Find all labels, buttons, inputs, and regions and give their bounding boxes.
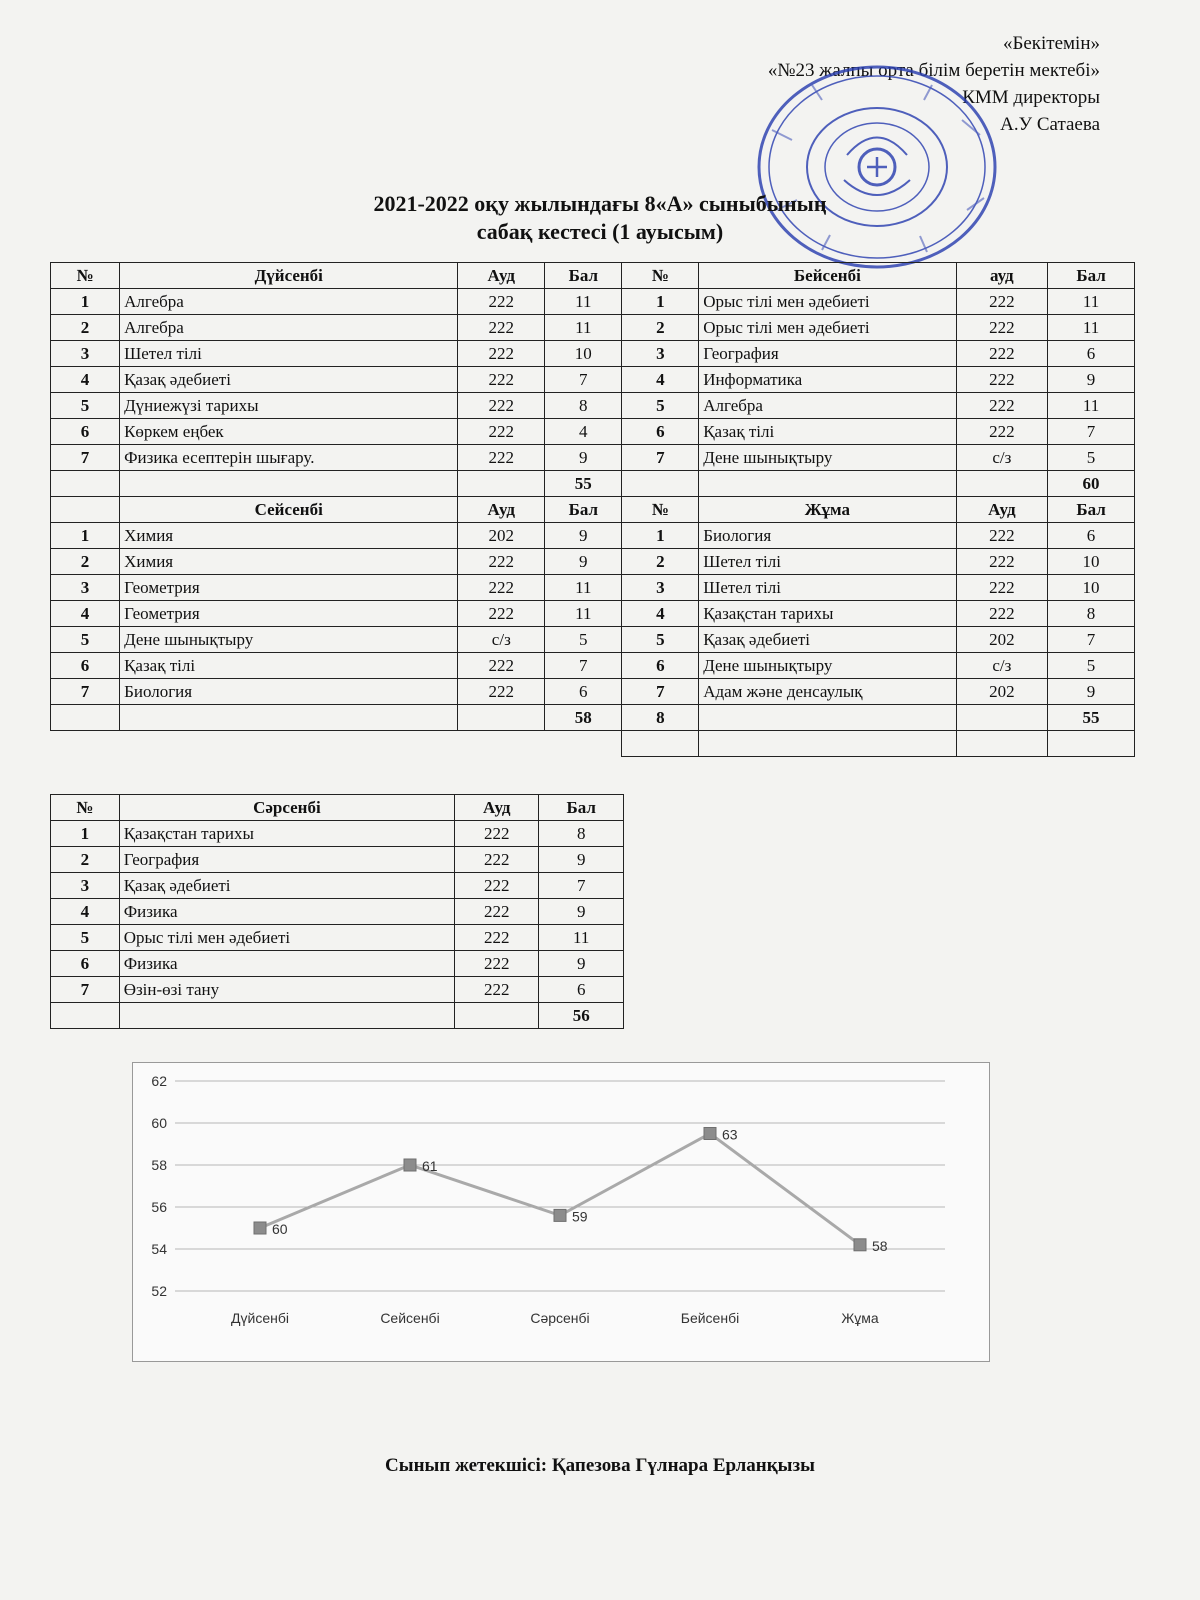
header-aud: Ауд	[956, 497, 1048, 523]
aud-cell: 222	[458, 575, 545, 601]
subject-cell: Дене шынықтыру	[120, 627, 458, 653]
row-number: 6	[51, 419, 120, 445]
bal-cell: 6	[539, 977, 624, 1003]
bal-cell: 6	[545, 679, 622, 705]
row-number: 2	[51, 549, 120, 575]
subject-cell: Алгебра	[120, 315, 458, 341]
x-tick-label: Сәрсенбі	[530, 1310, 590, 1326]
aud-cell: 222	[458, 315, 545, 341]
row-number: 3	[51, 341, 120, 367]
table-row	[51, 601, 1135, 627]
row-number: 4	[622, 367, 699, 393]
monday-total: 55	[545, 471, 622, 497]
aud-cell: с/з	[956, 653, 1048, 679]
table-row	[51, 925, 624, 951]
title-line-1: 2021-2022 оқу жылындағы 8«А» сыныбының	[373, 191, 827, 216]
table-row	[51, 679, 1135, 705]
subject-cell: Физика есептерін шығару.	[120, 445, 458, 471]
aud-cell: 202	[956, 627, 1048, 653]
bal-cell: 5	[1048, 653, 1135, 679]
table-row	[51, 393, 1135, 419]
row-number: 6	[622, 653, 699, 679]
bal-cell: 9	[545, 549, 622, 575]
title-line-2: сабақ кестесі (1 ауысым)	[476, 219, 724, 244]
row-number: 7	[622, 445, 699, 471]
aud-cell: 222	[458, 393, 545, 419]
header-bal: Бал	[545, 263, 622, 289]
bal-cell: 11	[539, 925, 624, 951]
subject-cell: Физика	[119, 899, 454, 925]
data-point	[554, 1209, 566, 1221]
subject-cell: Геометрия	[120, 575, 458, 601]
subject-cell: Шетел тілі	[699, 549, 956, 575]
subject-cell: Физика	[119, 951, 454, 977]
header-no: №	[622, 263, 699, 289]
table-row	[51, 289, 1135, 315]
header-aud: Ауд	[455, 795, 539, 821]
subject-cell: Қазақстан тарихы	[699, 601, 956, 627]
bal-cell: 8	[545, 393, 622, 419]
row-number: 1	[51, 523, 120, 549]
table-row	[51, 627, 1135, 653]
table-row	[51, 315, 1135, 341]
header-no: №	[622, 497, 699, 523]
data-label: 63	[722, 1126, 738, 1143]
table-header-row	[51, 497, 1135, 523]
data-point	[704, 1128, 716, 1140]
aud-cell: 222	[455, 925, 539, 951]
subject-cell: Адам және денсаулық	[699, 679, 956, 705]
row-number: 5	[51, 925, 120, 951]
bal-cell: 10	[545, 341, 622, 367]
aud-cell: 222	[455, 951, 539, 977]
aud-cell: 222	[956, 393, 1048, 419]
row-number: 3	[622, 575, 699, 601]
header-thursday: Бейсенбі	[699, 263, 956, 289]
header-aud: Ауд	[458, 263, 545, 289]
table-row	[51, 367, 1135, 393]
row-number: 5	[622, 393, 699, 419]
row-number: 4	[622, 601, 699, 627]
aud-cell: 222	[458, 653, 545, 679]
subject-cell: Химия	[120, 549, 458, 575]
bal-cell: 7	[1048, 419, 1135, 445]
subject-cell: Қазақ тілі	[120, 653, 458, 679]
data-label: 60	[272, 1221, 288, 1237]
bal-cell: 9	[539, 951, 624, 977]
bal-cell: 10	[1048, 549, 1135, 575]
bal-cell: 6	[1048, 523, 1135, 549]
row-number: 7	[622, 679, 699, 705]
header-tuesday: Сейсенбі	[120, 497, 458, 523]
header-aud: Ауд	[458, 497, 545, 523]
row-number: 6	[51, 653, 120, 679]
aud-cell: 202	[458, 523, 545, 549]
x-tick-label: Бейсенбі	[680, 1310, 740, 1326]
row-number: 5	[51, 393, 120, 419]
table-header-row	[51, 263, 1135, 289]
table-row	[51, 847, 624, 873]
header-friday: Жұма	[699, 497, 956, 523]
table-row	[51, 977, 624, 1003]
empty-row	[51, 731, 1135, 757]
row-number: 7	[51, 679, 120, 705]
line-chart	[132, 1062, 990, 1362]
series-line	[260, 1134, 860, 1245]
subject-cell: Орыс тілі мен әдебиеті	[699, 289, 956, 315]
aud-cell: 222	[455, 977, 539, 1003]
subject-cell: Химия	[120, 523, 458, 549]
subject-cell: Шетел тілі	[699, 575, 956, 601]
bal-cell: 9	[545, 445, 622, 471]
row-number: 3	[622, 341, 699, 367]
x-tick-label: Дүйсенбі	[231, 1310, 289, 1326]
aud-cell: 222	[458, 445, 545, 471]
table-row	[51, 523, 1135, 549]
subject-cell: Қазақстан тарихы	[119, 821, 454, 847]
table-row	[51, 873, 624, 899]
subject-cell: Орыс тілі мен әдебиеті	[699, 315, 956, 341]
bal-cell: 11	[545, 315, 622, 341]
header-bal: Бал	[1048, 263, 1135, 289]
row-number: 1	[51, 821, 120, 847]
class-teacher-signature: Сынып жетекшісі: Қапезова Гүлнара Ерланқызы	[385, 1455, 815, 1476]
data-point	[854, 1239, 866, 1251]
row-number: 1	[51, 289, 120, 315]
table-row	[51, 445, 1135, 471]
bal-cell: 10	[1048, 575, 1135, 601]
y-tick-label: 52	[151, 1283, 167, 1299]
bal-cell: 5	[545, 627, 622, 653]
bal-cell: 11	[545, 601, 622, 627]
bal-cell: 9	[1048, 679, 1135, 705]
subject-cell: Қазақ әдебиеті	[119, 873, 454, 899]
subject-cell: Қазақ тілі	[699, 419, 956, 445]
header-aud: ауд	[956, 263, 1048, 289]
aud-cell: 222	[956, 367, 1048, 393]
tuesday-total: 58	[545, 705, 622, 731]
bal-cell: 8	[539, 821, 624, 847]
aud-cell: 222	[956, 549, 1048, 575]
approval-line-2: «№23 жалпы орта білім беретін мектебі»	[767, 60, 1100, 81]
header-no: №	[51, 263, 120, 289]
aud-cell: 222	[956, 289, 1048, 315]
data-point	[404, 1159, 416, 1171]
header-monday: Дүйсенбі	[120, 263, 458, 289]
chart-svg	[133, 1063, 989, 1361]
y-tick-label: 60	[151, 1115, 167, 1131]
bal-cell: 6	[1048, 341, 1135, 367]
bal-cell: 9	[539, 899, 624, 925]
bal-cell: 4	[545, 419, 622, 445]
aud-cell: 222	[455, 821, 539, 847]
header-no: №	[51, 795, 120, 821]
aud-cell: 222	[458, 601, 545, 627]
row-number: 2	[622, 549, 699, 575]
data-point	[254, 1222, 266, 1234]
aud-cell: 222	[458, 289, 545, 315]
thursday-total: 60	[1048, 471, 1135, 497]
subject-cell: Шетел тілі	[120, 341, 458, 367]
subject-cell: Дене шынықтыру	[699, 653, 956, 679]
row-number: 3	[51, 873, 120, 899]
header-bal: Бал	[539, 795, 624, 821]
row-number: 4	[51, 601, 120, 627]
schedule-table-main	[50, 262, 1135, 757]
bal-cell: 5	[1048, 445, 1135, 471]
header-bal: Бал	[1048, 497, 1135, 523]
total-row	[51, 471, 1135, 497]
aud-cell: 222	[956, 419, 1048, 445]
bal-cell: 8	[1048, 601, 1135, 627]
table-row	[51, 899, 624, 925]
x-tick-label: Сейсенбі	[380, 1310, 440, 1326]
table-row	[51, 549, 1135, 575]
subject-cell: География	[699, 341, 956, 367]
bal-cell: 11	[545, 575, 622, 601]
subject-cell: Информатика	[699, 367, 956, 393]
bal-cell: 7	[539, 873, 624, 899]
approval-line-4: А.У Сатаева	[1000, 114, 1100, 135]
bal-cell: 7	[545, 367, 622, 393]
schedule-table-wednesday	[50, 794, 624, 1029]
friday-total: 55	[1048, 705, 1135, 731]
table-row	[51, 951, 624, 977]
aud-cell: 222	[455, 873, 539, 899]
aud-cell: 222	[458, 419, 545, 445]
table-row	[51, 341, 1135, 367]
wednesday-total: 56	[539, 1003, 624, 1029]
aud-cell: 222	[956, 601, 1048, 627]
y-tick-label: 58	[151, 1157, 167, 1173]
total-row	[51, 705, 1135, 731]
aud-cell: 222	[458, 679, 545, 705]
subject-cell: Дүниежүзі тарихы	[120, 393, 458, 419]
header-bal: Бал	[545, 497, 622, 523]
subject-cell: Геометрия	[120, 601, 458, 627]
row-number: 2	[51, 315, 120, 341]
aud-cell: 222	[458, 367, 545, 393]
table-row	[51, 419, 1135, 445]
subject-cell: Биология	[120, 679, 458, 705]
aud-cell: 222	[956, 315, 1048, 341]
row-number: 1	[622, 289, 699, 315]
table-row	[51, 575, 1135, 601]
row-number: 4	[51, 367, 120, 393]
bal-cell: 9	[545, 523, 622, 549]
x-tick-label: Жұма	[841, 1310, 879, 1326]
aud-cell: 222	[458, 549, 545, 575]
data-label: 61	[422, 1158, 438, 1174]
approval-line-3: КММ директоры	[962, 87, 1100, 108]
y-tick-label: 56	[151, 1199, 167, 1215]
aud-cell: 222	[455, 847, 539, 873]
total-row	[51, 1003, 624, 1029]
aud-cell: 222	[956, 341, 1048, 367]
aud-cell: с/з	[458, 627, 545, 653]
friday-extra-number: 8	[622, 705, 699, 731]
table-header-row	[51, 795, 624, 821]
subject-cell: Алгебра	[120, 289, 458, 315]
subject-cell: Орыс тілі мен әдебиеті	[119, 925, 454, 951]
row-number: 5	[51, 627, 120, 653]
subject-cell: Қазақ әдебиеті	[120, 367, 458, 393]
subject-cell: Қазақ әдебиеті	[699, 627, 956, 653]
bal-cell: 7	[545, 653, 622, 679]
subject-cell: Көркем еңбек	[120, 419, 458, 445]
row-number: 3	[51, 575, 120, 601]
y-tick-label: 62	[151, 1073, 167, 1089]
bal-cell: 11	[545, 289, 622, 315]
row-number: 4	[51, 899, 120, 925]
aud-cell: 222	[956, 575, 1048, 601]
subject-cell: География	[119, 847, 454, 873]
bal-cell: 7	[1048, 627, 1135, 653]
bal-cell: 11	[1048, 315, 1135, 341]
row-number: 7	[51, 445, 120, 471]
row-number: 7	[51, 977, 120, 1003]
aud-cell: с/з	[956, 445, 1048, 471]
row-number: 2	[622, 315, 699, 341]
subject-cell: Алгебра	[699, 393, 956, 419]
aud-cell: 222	[455, 899, 539, 925]
aud-cell: 202	[956, 679, 1048, 705]
row-number: 6	[622, 419, 699, 445]
subject-cell: Биология	[699, 523, 956, 549]
data-label: 58	[872, 1237, 888, 1254]
row-number: 1	[622, 523, 699, 549]
bal-cell: 9	[1048, 367, 1135, 393]
bal-cell: 11	[1048, 393, 1135, 419]
row-number: 6	[51, 951, 120, 977]
bal-cell: 9	[539, 847, 624, 873]
page-title	[0, 190, 1200, 246]
aud-cell: 222	[956, 523, 1048, 549]
bal-cell: 11	[1048, 289, 1135, 315]
subject-cell: Дене шынықтыру	[699, 445, 956, 471]
y-tick-label: 54	[151, 1241, 167, 1257]
row-number: 5	[622, 627, 699, 653]
header-wednesday: Сәрсенбі	[119, 795, 454, 821]
table-row	[51, 821, 624, 847]
row-number: 2	[51, 847, 120, 873]
data-label: 59	[572, 1208, 588, 1225]
table-row	[51, 653, 1135, 679]
aud-cell: 222	[458, 341, 545, 367]
approval-line-1: «Бекітемін»	[1002, 33, 1100, 54]
subject-cell: Өзін-өзі тану	[119, 977, 454, 1003]
